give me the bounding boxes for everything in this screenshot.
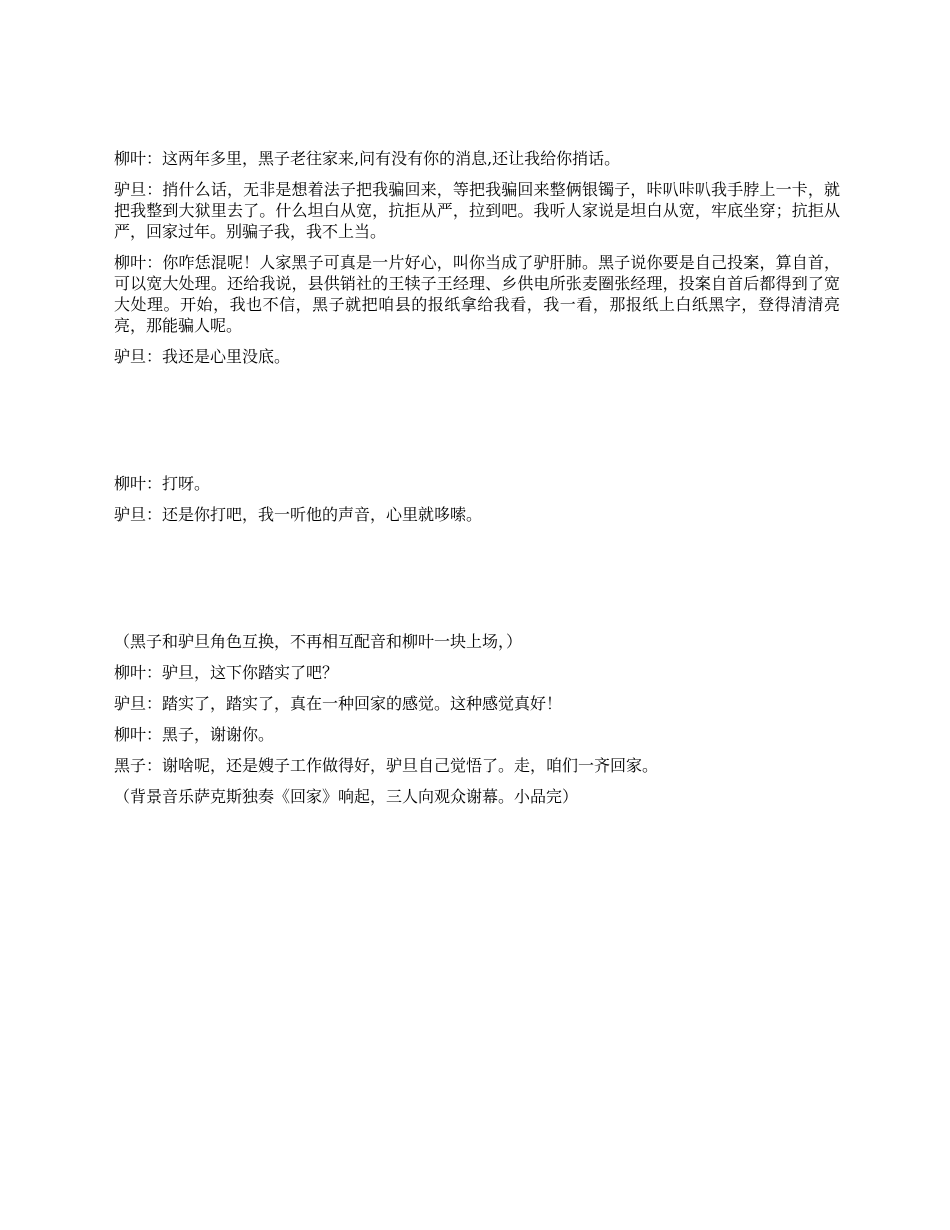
dialogue-line: 柳叶：黑子，谢谢你。 [114, 725, 275, 744]
dialogue-line: 柳叶：打呀。 [114, 474, 211, 493]
dialogue-line: 柳叶：驴旦，这下你踏实了吧？ [114, 663, 339, 682]
dialogue-line: 柳叶：你咋恁混呢！人家黑子可真是一片好心，叫你当成了驴肝肺。黑子说你要是自己投案，算自首，可以宽大处理。还给我说，县供销社的王犊子王经理、乡供电所张麦圈张经理，投案自首后都得到了宽大处理。开始，我也不信，黑子就把咱县的报纸拿给我看，我一看，那报纸上白纸黑字，登得清清亮亮，那能骗人呢。 [114, 253, 840, 335]
dialogue-line: 驴旦：捎什么话，无非是想着法子把我骗回来，等把我骗回来整俩银镯子，咔叭咔叭我手脖上一卡，就把我整到大狱里去了。什么坦白从宽，抗拒从严，拉到吧。我听人家说是坦白从宽，牢底坐穿；抗拒从严，回家过年。别骗子我，我不上当。 [114, 180, 840, 241]
dialogue-line: 柳叶：这两年多里，黑子老往家来,问有没有你的消息,还让我给你捎话。 [114, 149, 621, 168]
dialogue-line: 驴旦：我还是心里没底。 [114, 347, 291, 366]
stage-direction: （黑子和驴旦角色互换，不再相互配音和柳叶一块上场，） [114, 632, 523, 651]
dialogue-line: 黑子：谢啥呢，还是嫂子工作做得好，驴旦自己觉悟了。走，咱们一齐回家。 [114, 756, 659, 775]
script-text [114, 148, 840, 817]
dialogue-line: 驴旦：踏实了，踏实了，真在一种回家的感觉。这种感觉真好！ [114, 694, 563, 713]
dialogue-line: 驴旦：还是你打吧，我一听他的声音，心里就哆嗦。 [114, 505, 483, 524]
blank-space [114, 377, 840, 473]
stage-direction: （背景音乐萨克斯独奏《回家》响起，三人向观众谢幕。小品完） [114, 787, 579, 806]
blank-space [114, 535, 840, 631]
